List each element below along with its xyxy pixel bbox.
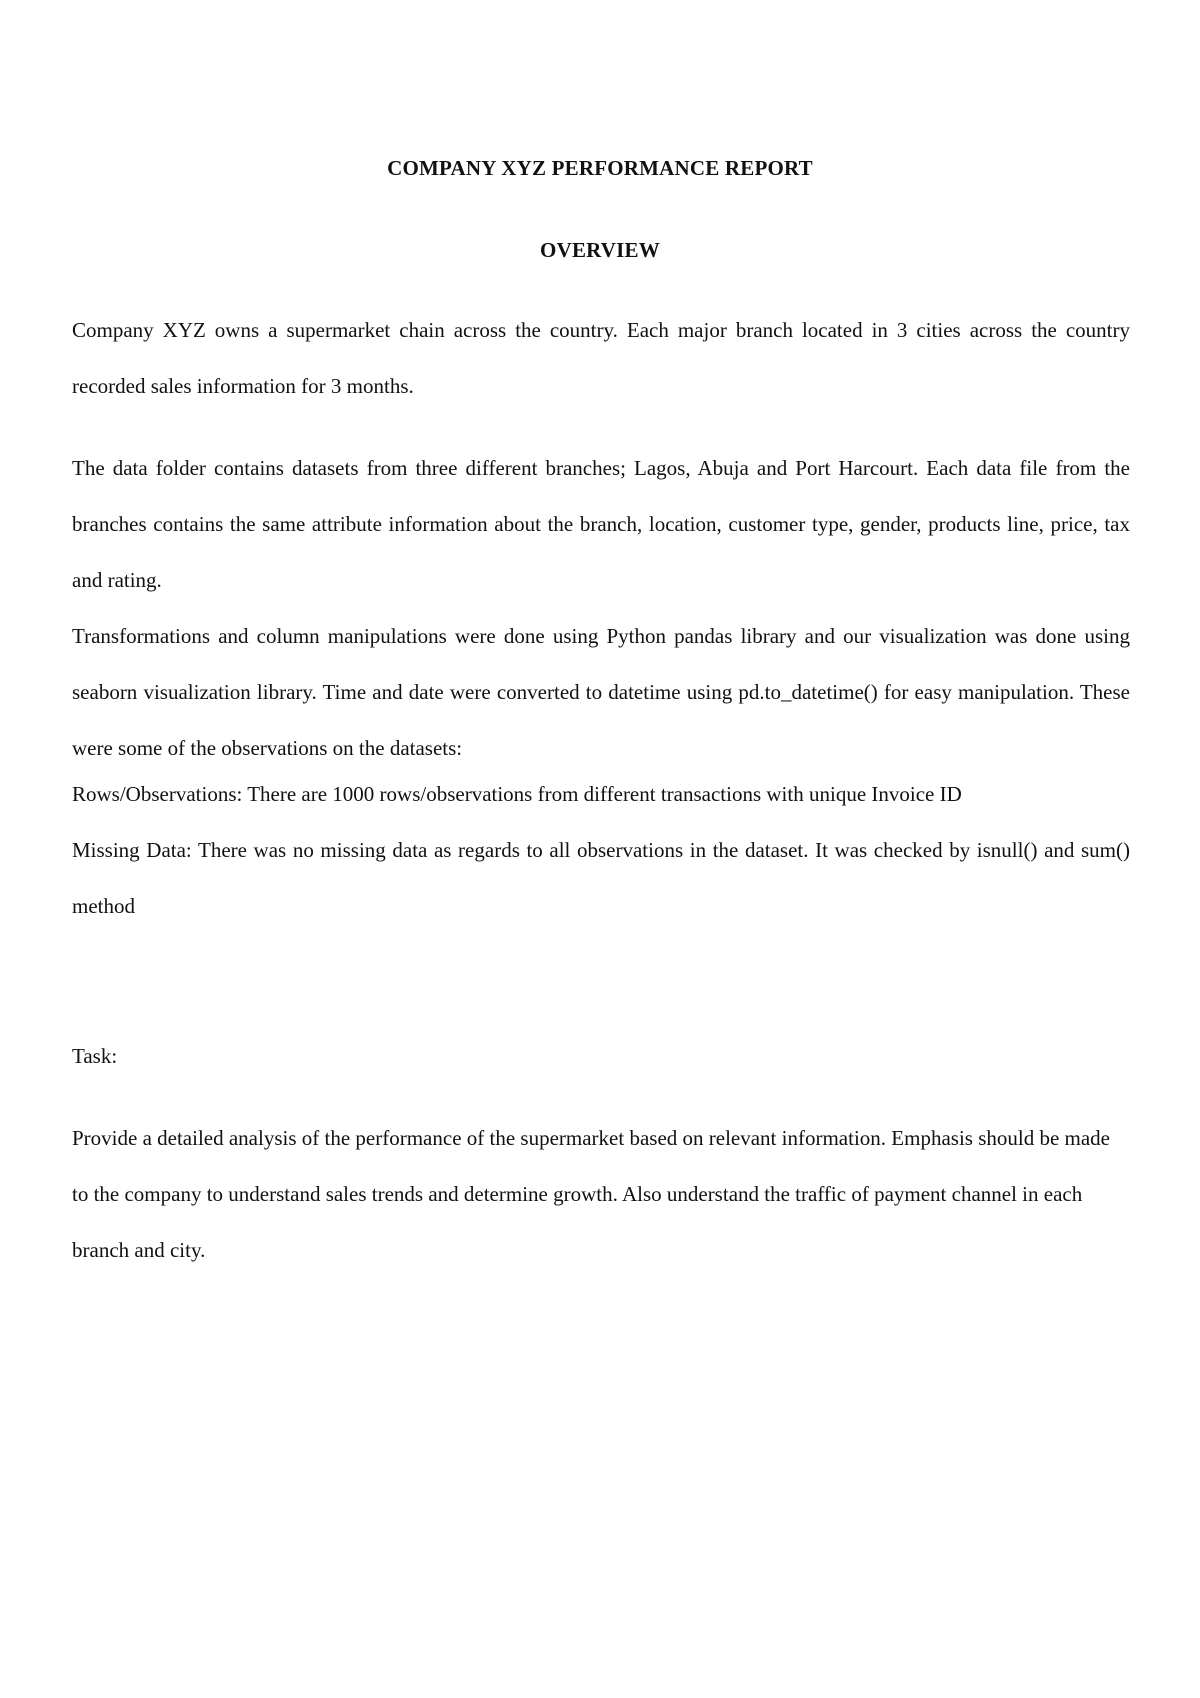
paragraph-transformations: Transformations and column manipulations were done using Python pandas library and our visualization was done using seaborn visualization library. Time and date were converted to datetime using pd.to_datetime() for easy manipulation. These were some of the observations on the datasets: — [72, 624, 1130, 760]
page-title: COMPANY XYZ PERFORMANCE REPORT — [387, 156, 813, 180]
paragraph-intro: Company XYZ owns a supermarket chain across the country. Each major branch located in 3 cities across the country recorded sales information for 3 months. — [72, 318, 1130, 398]
paragraph-task: Provide a detailed analysis of the performance of the supermarket based on relevant information. Emphasis should be made to the company to understand sales trends and determine growth. Also understand the traffic of payment channel in each branch and city. — [72, 1126, 1111, 1262]
task-label: Task: — [72, 1044, 118, 1068]
paragraph-rows-observations: Rows/Observations: There are 1000 rows/observations from different transactions with unique Invoice ID — [72, 782, 962, 806]
paragraph-data-folder: The data folder contains datasets from three different branches; Lagos, Abuja and Port Harcourt. Each data file from the branches contains the same attribute information about the branch, location, customer type, gender, products line, price, tax and rating. — [72, 456, 1130, 592]
paragraph-missing-data: Missing Data: There was no missing data as regards to all observations in the dataset. It was checked by isnull() and sum() method — [72, 838, 1130, 918]
section-heading-overview: OVERVIEW — [540, 238, 660, 262]
